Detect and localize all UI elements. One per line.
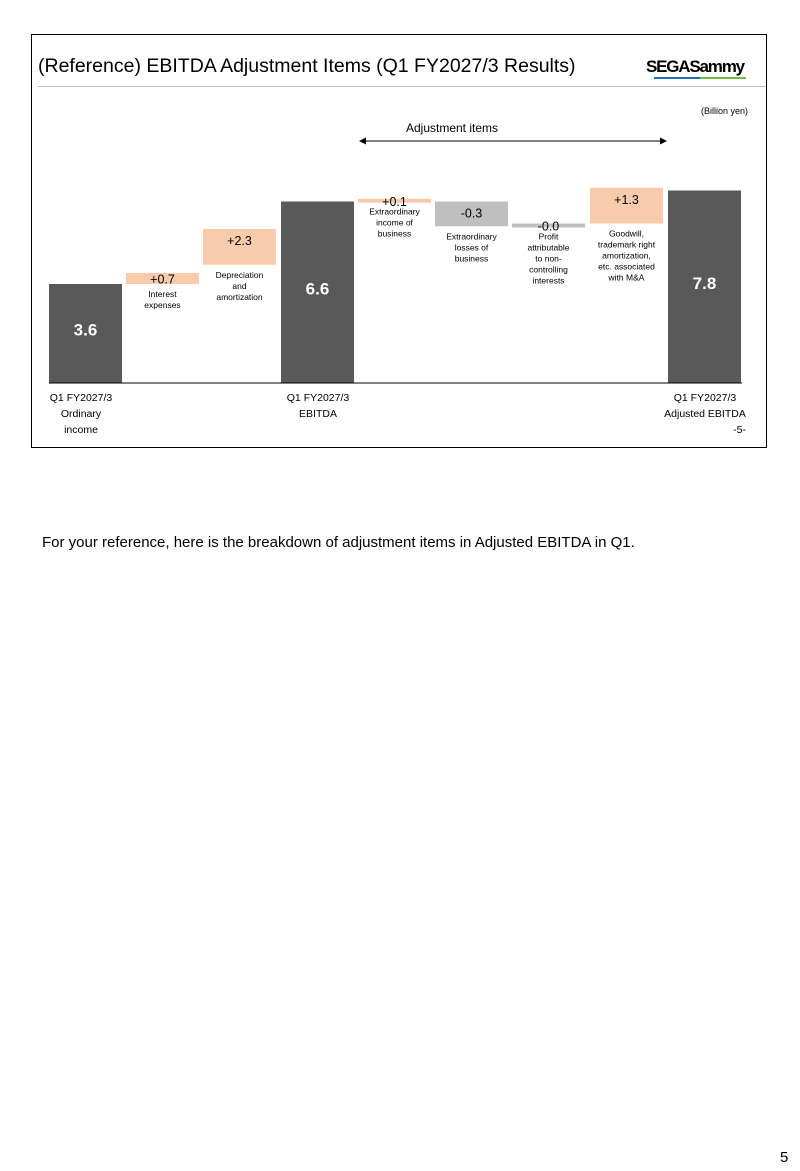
category-label-line: EBITDA bbox=[299, 408, 337, 420]
slide bbox=[31, 34, 767, 448]
category-label-ordinary-income bbox=[50, 390, 112, 438]
bar-description: amortization bbox=[216, 291, 263, 302]
bar-description: controlling bbox=[529, 264, 568, 275]
category-label-line: Q1 FY2027/3 bbox=[673, 392, 737, 404]
footer-page-number: 5 bbox=[780, 1149, 789, 1166]
category-label-line: Q1 FY2027/3 bbox=[49, 392, 113, 404]
bar-description: income of bbox=[376, 217, 413, 228]
bar-value-label: 3.6 bbox=[73, 320, 98, 340]
bar-description: and bbox=[232, 280, 247, 291]
bar-description: trademark right bbox=[597, 239, 656, 250]
bar-description: Depreciation bbox=[215, 269, 264, 280]
logo-text-sega: SEGA bbox=[646, 57, 690, 76]
bar-description: with M&A bbox=[608, 272, 645, 283]
bar-description: losses of bbox=[454, 242, 489, 253]
waterfall-chart bbox=[32, 35, 768, 449]
category-label-line: Q1 FY2027/3 bbox=[286, 392, 350, 404]
bar-description: business bbox=[454, 253, 489, 264]
bar-value-label: 6.6 bbox=[305, 279, 330, 299]
bar-description: expenses bbox=[144, 300, 181, 310]
bar-description: Interest bbox=[148, 289, 177, 299]
bar-description: interests bbox=[532, 275, 565, 286]
adjustment-items-label: Adjustment items bbox=[405, 121, 499, 135]
category-label-ebitda bbox=[287, 390, 349, 422]
bar-value-label: +1.3 bbox=[614, 192, 639, 207]
logo-text-sammy: Sammy bbox=[689, 57, 744, 76]
bar-value-label: +0.1 bbox=[382, 194, 407, 209]
bar-description: amortization, bbox=[602, 250, 651, 261]
bar-description: Extraordinary bbox=[446, 231, 497, 242]
category-label-adjusted-ebitda bbox=[664, 390, 746, 422]
bar-value-label: -0.3 bbox=[460, 206, 483, 221]
category-label-line: Adjusted EBITDA bbox=[664, 408, 746, 420]
bar-description: Goodwill, bbox=[609, 228, 644, 239]
slide-title: (Reference) EBITDA Adjustment Items (Q1 FY2027/3 Results) bbox=[38, 55, 576, 77]
slide-page-number: -5- bbox=[733, 424, 746, 436]
unit-label: (Billion yen) bbox=[700, 106, 748, 116]
bar-description: attributable bbox=[527, 242, 570, 253]
bar-value-label: +0.7 bbox=[150, 272, 175, 287]
notes-text: For your reference, here is the breakdown of adjustment items in Adjusted EBITDA in Q1. bbox=[42, 534, 635, 551]
bar-value-label: 7.8 bbox=[692, 273, 717, 293]
category-label-line: income bbox=[64, 424, 98, 436]
bar-description: business bbox=[377, 228, 412, 239]
bar-description: to non- bbox=[535, 253, 562, 264]
bar-value-label: +2.3 bbox=[227, 234, 252, 248]
bar-description: Profit bbox=[538, 231, 559, 242]
bar-value-label: -0.0 bbox=[537, 219, 560, 234]
category-label-line: Ordinary bbox=[60, 408, 102, 420]
bar-description: etc. associated bbox=[598, 261, 655, 272]
bar-description: Extraordinary bbox=[369, 206, 420, 217]
